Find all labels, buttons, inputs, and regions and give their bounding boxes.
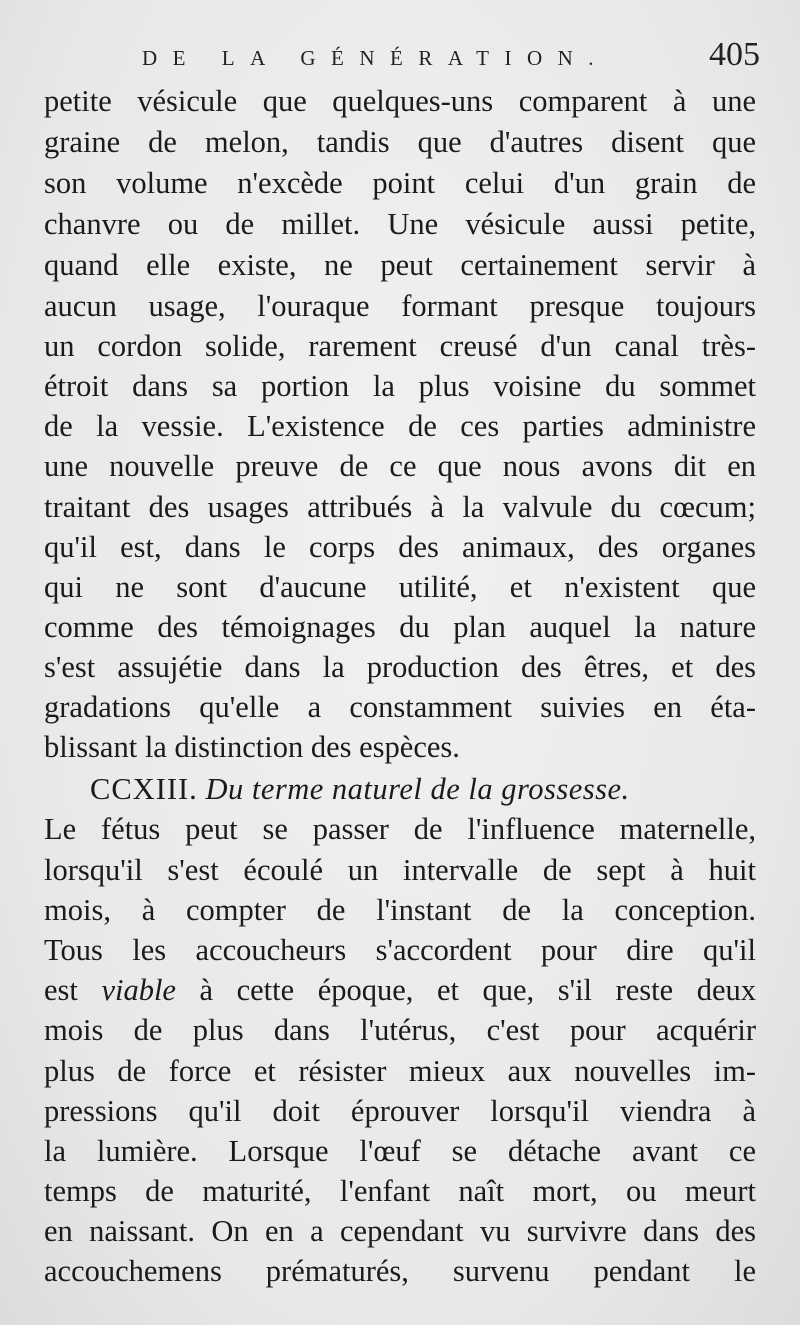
text-line: un cordon solide, rarement creusé d'un canal très- — [44, 329, 756, 363]
text-line: de la vessie. L'existence de ces parties administre — [44, 409, 756, 443]
text-line: petite vésicule que quelques-uns comparent à une — [44, 84, 756, 118]
text-line: traitant des usages attribués à la valvule du cœcum; — [44, 490, 756, 524]
text-line: qui ne sont d'aucune utilité, et n'existent que — [44, 570, 756, 604]
running-title: DE LA GÉNÉRATION. — [142, 46, 610, 70]
text-line: lorsqu'il s'est écoulé un intervalle de sept à huit — [44, 853, 756, 887]
text-line: chanvre ou de millet. Une vésicule aussi petite, — [44, 207, 756, 241]
section-heading — [90, 770, 756, 808]
text-line: plus de force et résister mieux aux nouvelles im- — [44, 1054, 756, 1088]
text-line: étroit dans sa portion la plus voisine du sommet — [44, 369, 756, 403]
text-line: la lumière. Lorsque l'œuf se détache avant ce — [44, 1134, 756, 1168]
text-line: comme des témoignages du plan auquel la nature — [44, 610, 756, 644]
text-line: son volume n'excède point celui d'un grain de — [44, 166, 756, 200]
text-line: blissant la distinction des espèces. — [44, 730, 460, 764]
text-line: mois, à compter de l'instant de la conception. — [44, 893, 756, 927]
text-line: graine de melon, tandis que d'autres disent que — [44, 125, 756, 159]
section-number: CCXIII. — [90, 772, 198, 806]
text-fragment: est — [44, 973, 102, 1007]
text-fragment: à cette époque, et que, s'il reste deux — [175, 973, 756, 1007]
section-title: Du terme naturel de la grossesse. — [205, 772, 630, 806]
text-line: aucun usage, l'ouraque formant presque toujours — [44, 289, 756, 323]
text-line: quand elle existe, ne peut certainement servir à — [44, 248, 756, 282]
text-line: accouchemens prématurés, survenu pendant le — [44, 1254, 756, 1288]
text-line: Le fétus peut se passer de l'influence maternelle, — [44, 812, 756, 846]
text-line: gradations qu'elle a constamment suivies en éta- — [44, 690, 756, 724]
text-line: temps de maturité, l'enfant naît mort, ou meurt — [44, 1174, 756, 1208]
text-line: une nouvelle preuve de ce que nous avons dit en — [44, 449, 756, 483]
text-line: s'est assujétie dans la production des êtres, et des — [44, 650, 756, 684]
running-head — [120, 36, 760, 88]
text-line: mois de plus dans l'utérus, c'est pour acquérir — [44, 1013, 756, 1047]
text-line: Tous les accoucheurs s'accordent pour dire qu'il — [44, 933, 756, 967]
text-line: qu'il est, dans le corps des animaux, des organes — [44, 530, 756, 564]
italic-term: viable — [101, 973, 176, 1007]
page-number: 405 — [709, 36, 760, 73]
text-line: pressions qu'il doit éprouver lorsqu'il viendra à — [44, 1094, 756, 1128]
text-line: en naissant. On en a cependant vu survivre dans des — [44, 1214, 756, 1248]
text-line — [44, 971, 756, 1011]
